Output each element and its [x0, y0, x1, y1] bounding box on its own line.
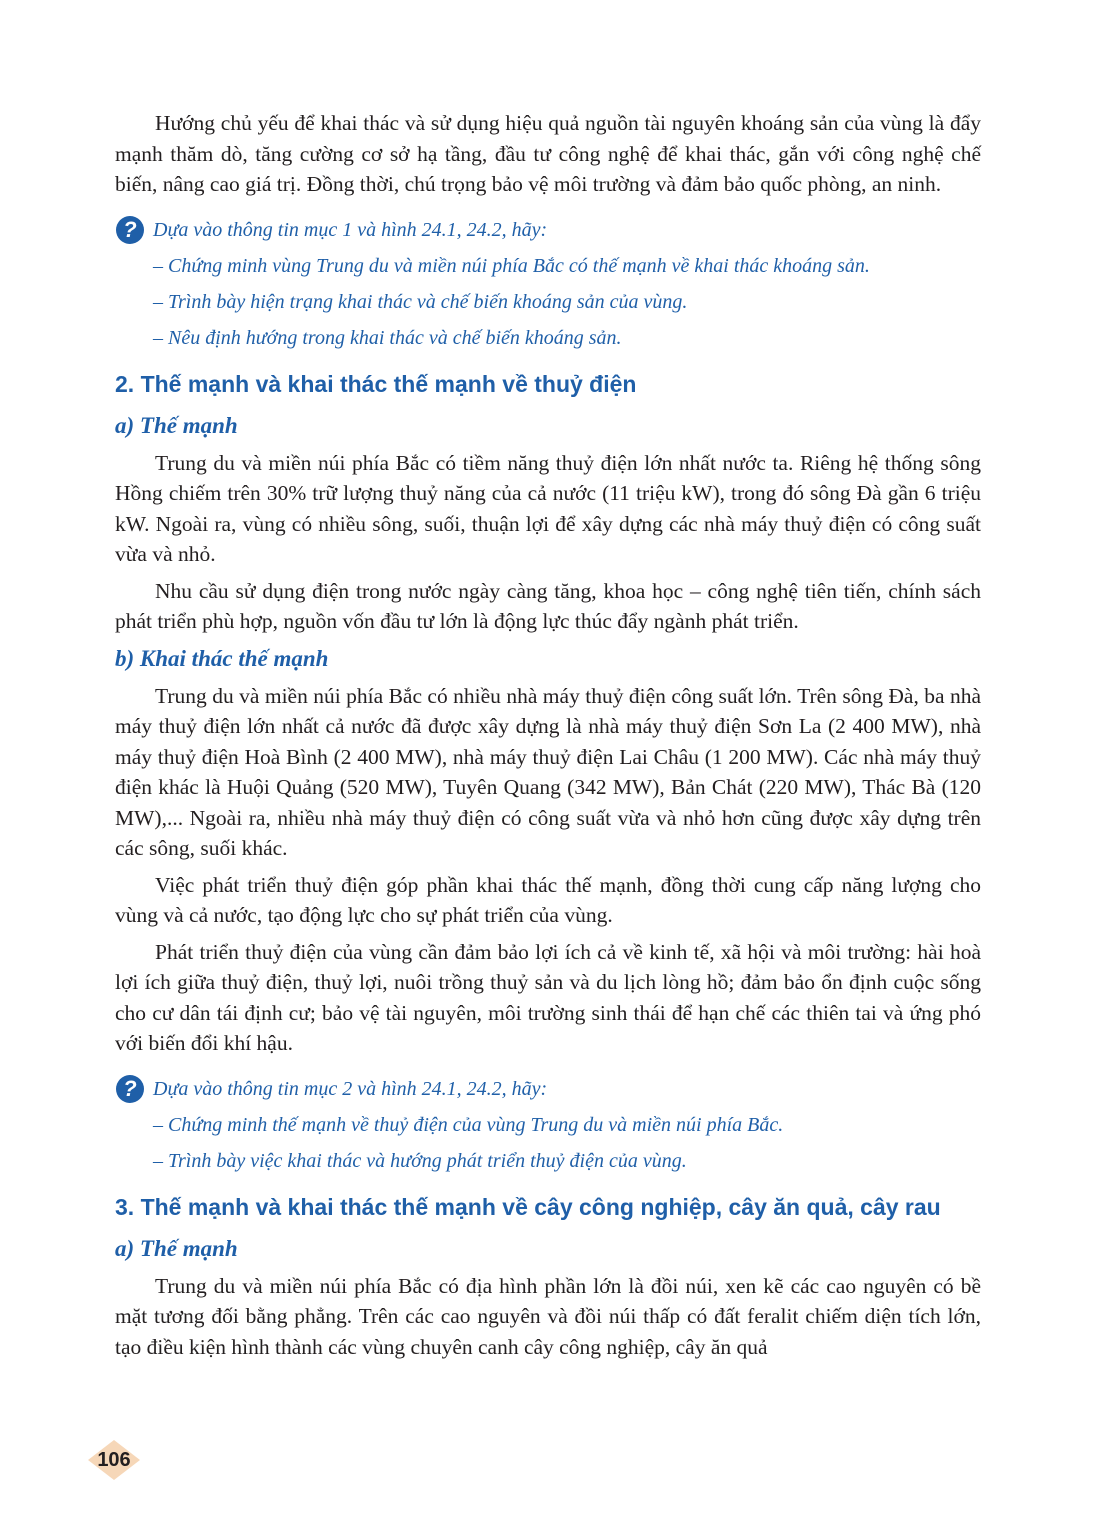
section-3a-subtitle: a) Thế mạnh: [115, 1235, 238, 1261]
question-item: – Chứng minh thế mạnh về thuỷ điện của vùng Trung du và miền núi phía Bắc.: [153, 1113, 784, 1136]
question-item: – Chứng minh vùng Trung du và miền núi phía Bắc có thế mạnh về khai thác khoáng sản.: [153, 254, 870, 277]
question-mark-icon: [115, 1074, 145, 1104]
page-number: 106: [97, 1449, 131, 1471]
question-lead: Dựa vào thông tin mục 2 và hình 24.1, 24.2, hãy:: [153, 1077, 548, 1100]
question-item: – Trình bày việc khai thác và hướng phát triển thuỷ điện của vùng.: [153, 1149, 687, 1172]
question-item: – Trình bày hiện trạng khai thác và chế biến khoáng sản của vùng.: [153, 290, 688, 313]
paragraph: Trung du và miền núi phía Bắc có địa hình phần lớn là đồi núi, xen kẽ các cao nguyên có bề mặt tương đối bằng phẳng. Trên các cao nguyên và đồi núi thấp có đất feralit chiếm diện tích lớn, tạo điều kiện hình thành các vùng chuyên canh cây công nghiệp, cây ăn quả: [115, 1273, 981, 1359]
paragraph: Trung du và miền núi phía Bắc có tiềm năng thuỷ điện lớn nhất nước ta. Riêng hệ thống sông Hồng chiếm trên 30% trữ lượng thuỷ năng của cả nước (11 triệu kW), trong đó sông Đà gần 6 triệu kW. Ngoài ra, vùng có nhiều sông, suối, thuận lợi để xây dựng các nhà máy thuỷ điện có công suất vừa và nhỏ.: [115, 450, 981, 566]
page-content: [115, 108, 981, 1368]
page-number-badge: [86, 1438, 142, 1482]
section-2-title: 2. Thế mạnh và khai thác thế mạnh về thuỷ điện: [115, 370, 637, 397]
paragraph: Nhu cầu sử dụng điện trong nước ngày càng tăng, khoa học – công nghệ tiên tiến, chính sách phát triển phù hợp, nguồn vốn đầu tư lớn là động lực thúc đẩy ngành phát triển.: [115, 578, 981, 633]
question-box-2: [115, 1071, 981, 1179]
paragraph: Phát triển thuỷ điện của vùng cần đảm bảo lợi ích cả về kinh tế, xã hội và môi trường: hài hoà lợi ích giữa thuỷ điện, thuỷ lợi, nuôi trồng thuỷ sản và du lịch lòng hồ; đảm bảo ổn định cuộc sống cho cư dân tái định cư; bảo vệ tài nguyên, môi trường sinh thái để hạn chế các thiên tai và ứng phó với biến đổi khí hậu.: [115, 939, 981, 1055]
paragraph: Việc phát triển thuỷ điện góp phần khai thác thế mạnh, đồng thời cung cấp năng lượng cho vùng và cả nước, tạo động lực cho sự phát triển của vùng.: [115, 872, 981, 927]
question-box-1: [115, 212, 981, 356]
svg-text:?: ?: [123, 216, 137, 242]
section-2a-subtitle: a) Thế mạnh: [115, 412, 238, 438]
question-lead: Dựa vào thông tin mục 1 và hình 24.1, 24.2, hãy:: [153, 218, 548, 241]
paragraph: Trung du và miền núi phía Bắc có nhiều nhà máy thuỷ điện công suất lớn. Trên sông Đà, ba nhà máy thuỷ điện lớn nhất cả nước đã được xây dựng là nhà máy thuỷ điện Sơn La (2 400 MW), nhà máy thuỷ điện Hoà Bình (2 400 MW), nhà máy thuỷ điện Lai Châu (1 200 MW). Các nhà máy thuỷ điện khác là Huội Quảng (520 MW), Tuyên Quang (342 MW), Bản Chát (220 MW), Thác Bà (120 MW),... Ngoài ra, nhiều nhà máy thuỷ điện có công suất vừa và nhỏ hơn cũng được xây dựng trên các sông, suối khác.: [115, 683, 981, 860]
section-2b-subtitle: b) Khai thác thế mạnh: [115, 645, 329, 671]
question-item: – Nêu định hướng trong khai thác và chế biến khoáng sản.: [153, 326, 622, 349]
svg-text:?: ?: [123, 1075, 137, 1101]
section-3-title: 3. Thế mạnh và khai thác thế mạnh về cây công nghiệp, cây ăn quả, cây rau: [115, 1193, 941, 1220]
question-mark-icon: [115, 215, 145, 245]
intro-paragraph: Hướng chủ yếu để khai thác và sử dụng hiệu quả nguồn tài nguyên khoáng sản của vùng là đẩy mạnh thăm dò, tăng cường cơ sở hạ tầng, đầu tư công nghệ để khai thác, gắn với công nghệ chế biến, nâng cao giá trị. Đồng thời, chú trọng bảo vệ môi trường và đảm bảo quốc phòng, an ninh.: [115, 111, 981, 196]
